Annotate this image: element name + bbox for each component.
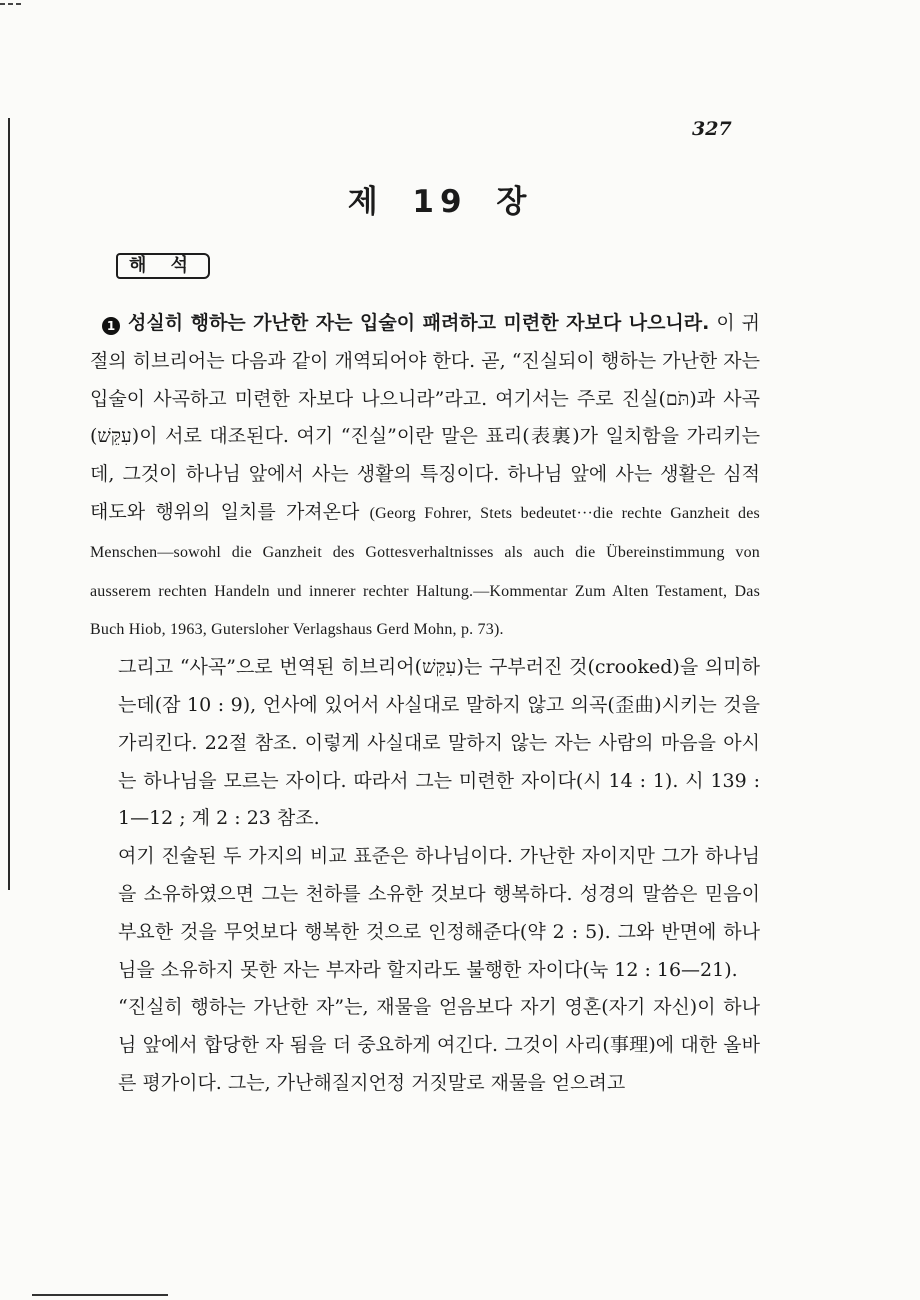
paragraph-4: “진실히 행하는 가난한 자”는, 재물을 얻음보다 자기 영혼(자기 자신)이 하나님 앞에서 합당한 자 됨을 더 중요하게 여긴다. 그것이 사리(事理)에 대한 올바른 평가이다. 그는, 가난해질지언정 거짓말로 재물을 얻으려고 bbox=[118, 996, 760, 1094]
binding-edge-line bbox=[8, 118, 10, 890]
verse-number-badge: 1 bbox=[102, 317, 120, 335]
paragraph-3: 여기 진술된 두 가지의 비교 표준은 하나님이다. 가난한 자이지만 그가 하나님을 소유하였으면 그는 천하를 소유한 것보다 행복하다. 성경의 말씀은 믿음이 부요한 것을 무엇보다 행복한 것으로 인정해준다(약 2 : 5). 그와 반면에 하나님을 소유하지 못한 자는 부자라 할지라도 불행한 자이다(눅 12 : 16—21). bbox=[118, 845, 760, 981]
paragraph-1-body: 이 귀절의 히브리어는 다음과 같이 개역되어야 한다. 곧, “진실되이 행하는 가난한 자는 입술이 사곡하고 미련한 자보다 나으니라”라고. 여기서는 주로 진실(תֹּם)과 사곡(עִקֵּשׁ)이 서로 대조된다. 여기 “진실”이란 말은 표리(表裏)가 일치함을 가리키는데, 그것이 하나님 앞에서 사는 생활의 특징이다. 하나님 앞에 사는 생활은 심적 태도와 행위의 일치를 가져온다 bbox=[90, 312, 760, 523]
paragraph-1 bbox=[90, 305, 760, 649]
verse-lead-text: 성실히 행하는 가난한 자는 입술이 패려하고 미련한 자보다 나으니라. bbox=[128, 312, 710, 334]
paragraph-2: 그리고 “사곡”으로 번역된 히브리어(עִקֵּשׁ)는 구부러진 것(crooked)을 의미하는데(잠 10 : 9), 언사에 있어서 사실대로 말하지 않고 의곡(歪曲)시키는 것을 가리킨다. 22절 참조. 이렇게 사실대로 말하지 않는 자는 사람의 마음을 아시는 하나님을 모르는 자이다. 따라서 그는 미련한 자이다(시 14 : 1). 시 139 : 1—12 ; 계 2 : 23 참조. bbox=[118, 656, 760, 830]
chapter-title: 제 19 장 bbox=[347, 184, 533, 220]
commentary-text bbox=[90, 305, 760, 1103]
page-number: 327 bbox=[692, 118, 732, 140]
section-label: 해 석 bbox=[116, 253, 210, 279]
corner-scan-mark bbox=[0, 0, 26, 10]
german-citation: (Georg Fohrer, Stets bedeutet···die rechte Ganzheit des Menschen—sowohl die Ganzheit des Gottesverhaltnisses als auch die Übereinstimmung von ausserem rechten Handeln und innerer rechter Haltung.—Kommentar Zum Alten Testament, Das Buch Hiob, 1963, Gutersloher Verlagshaus Gerd Mohn, p. 73). bbox=[90, 504, 760, 639]
bottom-scan-line bbox=[32, 1294, 168, 1296]
